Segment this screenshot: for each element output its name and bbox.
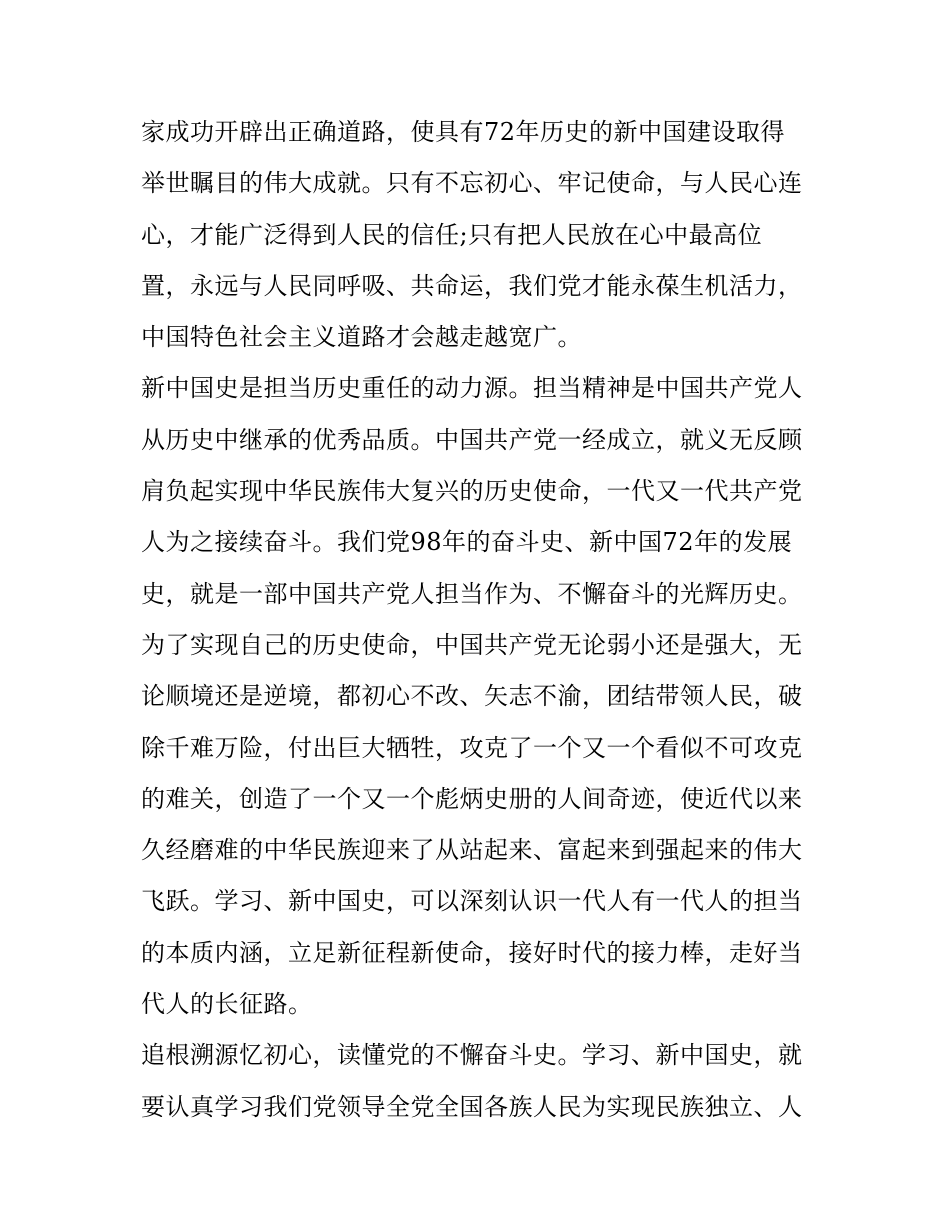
text-line: 久经磨难的中华民族迎来了从站起来、富起来到强起来的伟大: [141, 836, 803, 865]
text-line: 的本质内涵，立足新征程新使命，接好时代的接力棒，走好当: [141, 938, 803, 967]
text-line: 要认真学习我们党领导全党全国各族人民为实现民族独立、人: [141, 1092, 803, 1121]
text-line: 追根溯源忆初心，读懂党的不懈奋斗史。学习、新中国史，就: [141, 1041, 803, 1070]
text-line: 史，就是一部中国共产党人担当作为、不懈奋斗的光辉历史。: [141, 579, 803, 608]
text-line: 从历史中继承的优秀品质。中国共产党一经成立，就义无反顾: [141, 425, 803, 454]
text-line: 举世瞩目的伟大成就。只有不忘初心、牢记使命，与人民心连: [141, 169, 803, 198]
text-line: 飞跃。学习、新中国史，可以深刻认识一代人有一代人的担当: [141, 887, 803, 916]
text-line: 论顺境还是逆境，都初心不改、矢志不渝，团结带领人民，破: [141, 682, 803, 711]
text-line: 置，永远与人民同呼吸、共命运，我们党才能永葆生机活力，: [141, 271, 803, 300]
text-line: 肩负起实现中华民族伟大复兴的历史使命，一代又一代共产党: [141, 477, 803, 506]
text-line: 家成功开辟出正确道路，使具有72年历史的新中国建设取得: [141, 118, 786, 146]
text-line: 除千难万险，付出巨大牺牲，攻克了一个又一个看似不可攻克: [141, 733, 803, 762]
text-line: 人为之接续奋斗。我们党98年的奋斗史、新中国72年的发展: [141, 528, 793, 557]
text-line: 为了实现自己的历史使命，中国共产党无论弱小还是强大，无: [141, 630, 803, 659]
body-text: [141, 107, 821, 1133]
text-line: 心，才能广泛得到人民的信任;只有把人民放在心中最高位: [141, 220, 763, 249]
text-line: 新中国史是担当历史重任的动力源。担当精神是中国共产党人: [141, 374, 803, 403]
text-line: 中国特色社会主义道路才会越走越宽广。: [141, 323, 582, 352]
text-line: 代人的长征路。: [141, 990, 313, 1019]
text-line: 的难关，创造了一个又一个彪炳史册的人间奇迹，使近代以来: [141, 784, 803, 813]
